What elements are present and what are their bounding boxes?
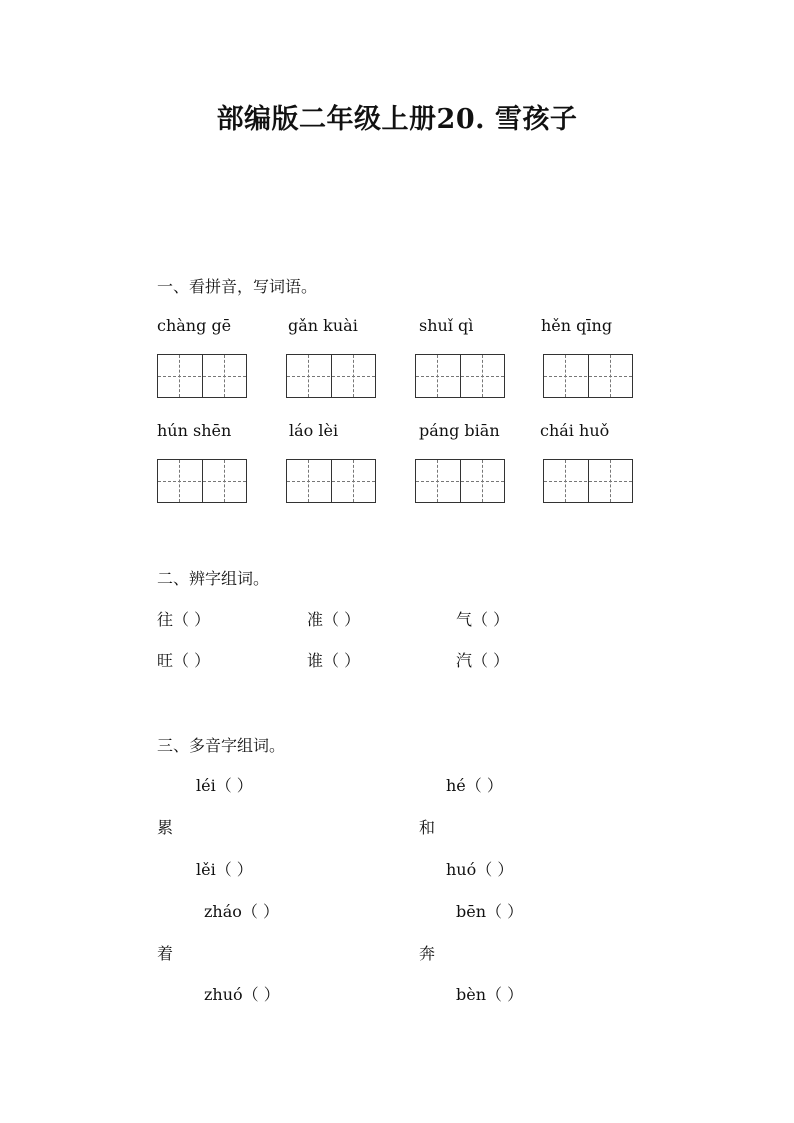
section-1-heading: 一、看拼音，写词语。 <box>157 277 318 296</box>
word-blank[interactable]: 准（ ） <box>307 610 361 629</box>
pinyin-label: hún shēn <box>157 421 232 440</box>
polyphone-char: 着 <box>157 944 174 963</box>
section-3-heading: 三、多音字组词。 <box>157 736 286 755</box>
polyphone-char: 和 <box>419 818 436 837</box>
writing-grid-box[interactable] <box>286 459 376 503</box>
writing-grid-box[interactable] <box>543 459 633 503</box>
word-blank[interactable]: 汽（ ） <box>456 651 510 670</box>
pinyin-label: shuǐ qì <box>419 316 474 335</box>
polyphone-char: 奔 <box>419 944 436 963</box>
polyphone-blank[interactable]: léi（ ） <box>196 776 253 795</box>
pinyin-label: chái huǒ <box>540 421 610 440</box>
writing-grid-box[interactable] <box>415 354 505 398</box>
writing-grid-box[interactable] <box>157 354 247 398</box>
pinyin-label: páng biān <box>419 421 500 440</box>
pinyin-label: chàng gē <box>157 316 232 335</box>
polyphone-blank[interactable]: zhuó（ ） <box>204 985 280 1004</box>
polyphone-blank[interactable]: hé（ ） <box>446 776 503 795</box>
polyphone-char: 累 <box>157 818 174 837</box>
polyphone-blank[interactable]: lěi（ ） <box>196 860 253 879</box>
pinyin-label: hěn qīng <box>541 316 613 335</box>
word-blank[interactable]: 旺（ ） <box>157 651 211 670</box>
polyphone-blank[interactable]: huó（ ） <box>446 860 514 879</box>
writing-grid-box[interactable] <box>543 354 633 398</box>
writing-grid-box[interactable] <box>286 354 376 398</box>
page-title: 部编版二年级上册20. 雪孩子 <box>216 104 578 135</box>
polyphone-blank[interactable]: zháo（ ） <box>204 902 279 921</box>
word-blank[interactable]: 气（ ） <box>456 610 510 629</box>
pinyin-label: láo lèi <box>289 421 339 440</box>
word-blank[interactable]: 往（ ） <box>157 610 211 629</box>
word-blank[interactable]: 谁（ ） <box>307 651 361 670</box>
writing-grid-box[interactable] <box>415 459 505 503</box>
pinyin-label: gǎn kuài <box>288 316 358 335</box>
polyphone-blank[interactable]: bèn（ ） <box>456 985 524 1004</box>
polyphone-blank[interactable]: bēn（ ） <box>456 902 524 921</box>
section-2-heading: 二、辨字组词。 <box>157 569 270 588</box>
writing-grid-box[interactable] <box>157 459 247 503</box>
